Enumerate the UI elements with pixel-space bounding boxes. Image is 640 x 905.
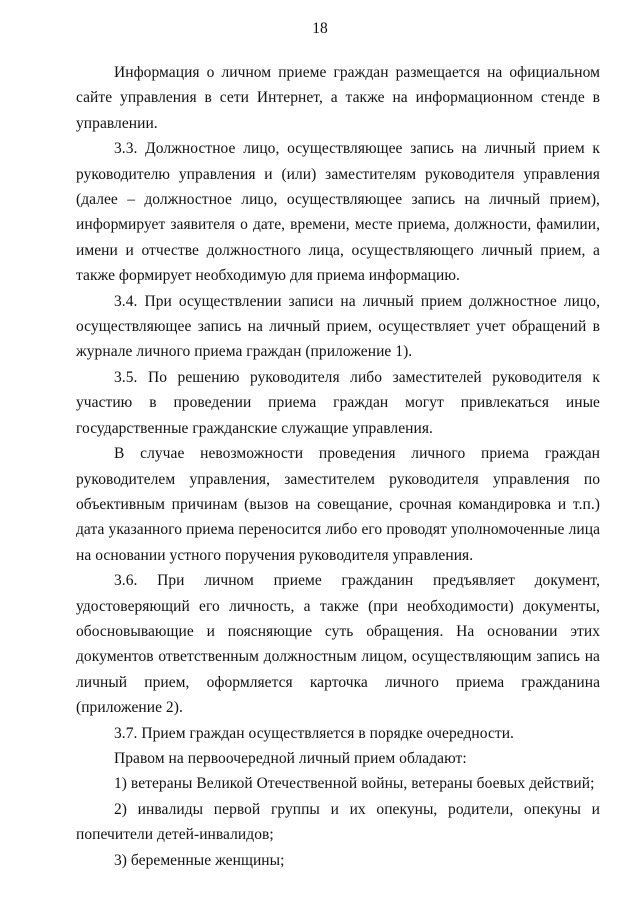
paragraph-3-4: 3.4. При осуществлении записи на личный прием должностное лицо, осуществляющее запись на личный прием, осуществляет учет обращений в журнале личного приема граждан (приложение 1).	[76, 292, 600, 361]
paragraph-3-7: 3.7. Прием граждан осуществляется в порядке очередности.	[114, 724, 514, 742]
paragraph-3-5: 3.5. По решению руководителя либо заместителей руководителя к участию в проведении приема граждан могут привлекаться иные государственные гражданские служащие управления.	[76, 368, 600, 437]
paragraph-priority-right: Правом на первоочередной личный прием обладают:	[114, 749, 467, 767]
list-item-veterans: 1) ветераны Великой Отечественной войны, ветераны боевых действий;	[114, 775, 595, 793]
paragraph-postponement: В случае невозможности проведения личного приема граждан руководителем управления, заместителем руководителя управления по объективным причинам (вызов на совещание, срочная командировка и т.п.) дата указанного приема переносится либо его проводят уполномоченные лица на основании устного поручения руководителя управления.	[76, 445, 600, 564]
paragraph-3-3: 3.3. Должностное лицо, осуществляющее запись на личный прием к руководителю управления и (или) заместителям руководителя управления (далее – должностное лицо, осуществляющее запись на личный прием), информирует заявителя о дате, времени, месте приема, должности, фамилии, имени и отчестве должностного лица, осуществляющего личный прием, а также формирует необходимую для приема информацию.	[76, 140, 600, 285]
paragraph-3-6: 3.6. При личном приеме гражданин предъявляет документ, удостоверяющий его личность, а также (при необходимости) документы, обосновывающие и поясняющие суть обращения. На основании этих документов ответственным должностным лицом, осуществляющим запись на личный прием, оформляется карточка личного приема гражданина (приложение 2).	[76, 572, 600, 717]
list-item-disabled: 2) инвалиды первой группы и их опекуны, родители, опекуны и попечители детей-инвалидов;	[76, 800, 600, 844]
paragraph-info-publication: Информация о личном приеме граждан размещается на официальном сайте управления в сети Интернет, а также на информационном стенде в управлении.	[76, 64, 600, 132]
document-body	[76, 60, 600, 873]
list-item-pregnant: 3) беременные женщины;	[114, 851, 285, 869]
page-number: 18	[312, 20, 328, 37]
